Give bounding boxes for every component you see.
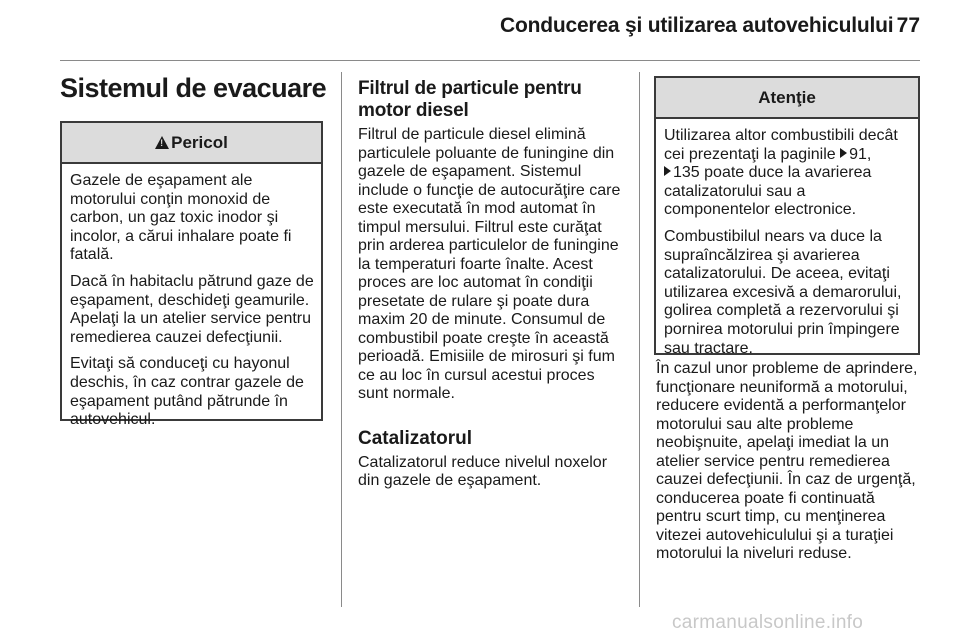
- danger-box-body: [62, 164, 321, 442]
- danger-paragraph: Gazele de eşapament ale motorului conţin monoxid de carbon, un gaz toxic inodor şi incolor, a cărui inhalare poate fi fatală.: [70, 172, 292, 264]
- attention-text: poate duce la avarierea catalizatorului sau a componentelor electronice.: [664, 164, 872, 219]
- warning-triangle-icon: [155, 136, 169, 149]
- page-number: 77: [896, 14, 920, 37]
- page-reference-link[interactable]: 91,: [849, 145, 872, 163]
- header-title: Conducerea şi utilizarea autovehiculului: [500, 14, 894, 37]
- middle-column: [358, 78, 626, 491]
- catalyst-text: Catalizatorul reduce nivelul noxelor din gazele de eşapament.: [358, 453, 608, 489]
- danger-paragraph: Evitaţi să conduceţi cu hayonul deschis, în caz contrar gazele de eşapament putând pătrunde în autovehicul.: [70, 355, 304, 429]
- attention-box-header: [656, 78, 918, 119]
- attention-paragraph: Combustibilul nears va duce la supraîncălzirea şi avarierea catalizatorului. De aceea, evitaţi utilizarea excesivă a demarorului, golirea completă a rezervorului şi pornirea motorului prin împingere sau tractare.: [664, 227, 902, 357]
- danger-box: [60, 121, 323, 429]
- attention-label: Atenţie: [758, 87, 816, 107]
- header-divider: [60, 60, 920, 61]
- attention-box-body: [656, 119, 918, 370]
- diesel-filter-title: Filtrul de particule pentru motor diesel: [358, 78, 582, 121]
- attention-box: [654, 76, 920, 355]
- attention-text: Utilizarea altor combustibili decât cei prezentaţi la paginile: [664, 127, 898, 163]
- page-reference-arrow-icon: [840, 148, 847, 158]
- page-reference-link[interactable]: 135: [673, 164, 700, 182]
- ignition-problems-text: În cazul unor probleme de aprindere, funcţionare neuniformă a motorului, reducere evidentă a performanţelor motorului sau alte probleme neobişnuite, apelaţi imediat la un atelier service pentru remedierea cauzei defecţiunii. În caz de urgenţă, conducerea poate fi continuată pentru scurt timp, cu menţinerea vitezei autovehiculului şi a turaţiei motorului la niveluri reduse.: [656, 360, 918, 562]
- diesel-filter-text: Filtrul de particule diesel elimină particulele poluante de funingine din gazele de eşapament. Sistemul include o funcţie de autocurăţire care este executată în mod automat în timpul mersului. Filtrul este curăţat prin arderea particulelor de funingine la temperaturi foarte înalte. Acest proces are loc automat în condiţii presetate de rulare şi poate dura maxim 20 de minute. Consumul de combustibil poate creşte în această perioadă. Emisiile de mirosuri şi fum ce au loc în cursul acestui proces sunt normale.: [358, 126, 621, 402]
- page-reference-arrow-icon: [664, 166, 671, 176]
- catalyst-title: Catalizatorul: [358, 427, 473, 449]
- danger-box-header: [62, 123, 321, 164]
- column-divider-1: [341, 72, 342, 607]
- watermark: carmanualsonline.info: [672, 612, 864, 633]
- danger-label: Pericol: [171, 132, 228, 152]
- section-title: Sistemul de evacuare: [60, 73, 327, 103]
- column-divider-2: [639, 72, 640, 607]
- attention-paragraph: [664, 127, 911, 220]
- danger-paragraph: Dacă în habitaclu pătrund gaze de eşapament, deschideţi geamurile. Apelaţi la un atelier service pentru remedierea cauzei defecţiunii.: [70, 272, 314, 346]
